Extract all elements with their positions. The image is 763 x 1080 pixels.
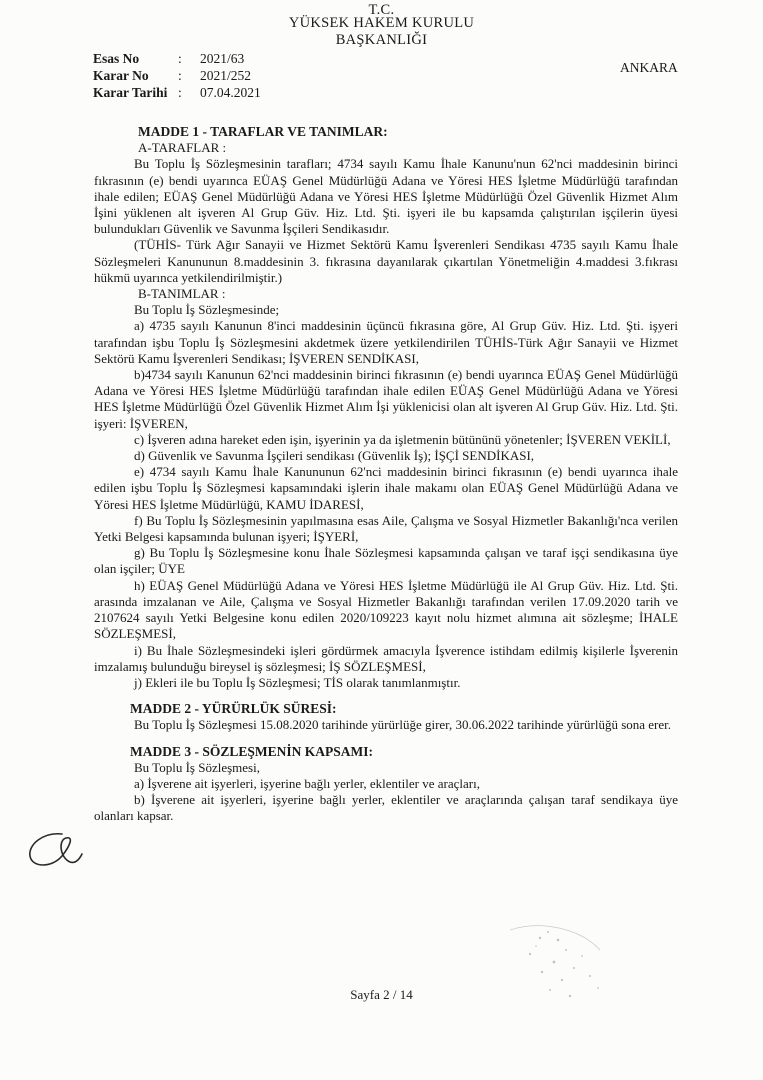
- definition-item: a) 4735 sayılı Kanunun 8'inci maddesinin üçüncü fıkrasına göre, Al Grup Güv. Hiz. Ltd. Şti. işyeri tarafından işbu Toplu İş Sözleşmesini akdetmek üzere yetkilendirilen TÜHİS-Türk Ağır Sanayii ve Hizmet Sektörü Kamu İşverenleri Sendikası; İŞVEREN SENDİKASI,: [94, 318, 678, 366]
- case-info-label: Esas No: [93, 51, 140, 66]
- definition-item: f) Bu Toplu İş Sözleşmesinin yapılmasına esas Aile, Çalışma ve Sosyal Hizmetler Bakanlığı'nca verilen Yetki Belgesi kapsamında bulunan işyeri; İŞYERİ,: [94, 512, 678, 545]
- case-info-colon: :: [178, 85, 182, 100]
- definition-item: j) Ekleri ile bu Toplu İş Sözleşmesi; TİS olarak tanımlanmıştır.: [134, 674, 461, 690]
- article-3-heading: MADDE 3 - SÖZLEŞMENİN KAPSAMI:: [130, 743, 374, 759]
- scope-intro: Bu Toplu İş Sözleşmesi,: [134, 759, 260, 775]
- definition-item: i) Bu İhale Sözleşmesindeki işleri gördürmek amacıyla İşverence istihdam edilmiş kişilerle İşverenin imzalamış bulunduğu bireysel iş sözleşmesi; İŞ SÖZLEŞMESİ,: [94, 642, 678, 674]
- case-info-value: 2021/252: [200, 68, 252, 83]
- parties-heading: A-TARAFLAR :: [138, 140, 227, 156]
- case-info-label: Karar Tarihi: [93, 85, 168, 100]
- validity-paragraph: Bu Toplu İş Sözleşmesi 15.08.2020 tarihinde yürürlüğe girer, 30.06.2022 tarihinde yürürlüğü sona erer.: [134, 717, 672, 733]
- spacer: [94, 691, 678, 701]
- definitions-heading: B-TANIMLAR :: [138, 286, 226, 302]
- case-info-colon: :: [178, 51, 182, 66]
- definitions-intro: Bu Toplu İş Sözleşmesinde;: [134, 302, 280, 318]
- case-info-row: [93, 84, 261, 101]
- parties-paragraph: Bu Toplu İş Sözleşmesinin tarafları; 4734 sayılı Kamu İhale Kanunu'nun 62'nci maddesinin birinci fıkrasının (e) bendi uyarınca EÜAŞ Genel Müdürlüğü Adana ve Yöresi HES İşletme Müdürlüğü tarafından ihale edilen; EÜAŞ Genel Müdürlüğü Adana ve Yöresi HES İşletme Müdürlüğü Özel Güvenlik Hizmet Alım İşini yüklenen alt işveren Al Grup Güv. Hiz. Ltd. Şti. işyeri ile bu kapsamda çalıştırılan işçilerin üyesi bulundukları Güvenlik ve Savunma İşçileri Sendikasıdır.: [94, 156, 678, 237]
- case-info-value: 2021/63: [200, 51, 245, 66]
- handwritten-initial-mark: [22, 828, 84, 874]
- definition-item: g) Bu Toplu İş Sözleşmesine konu İhale Sözleşmesi kapsamında çalışan ve taraf işçi sendikasına üye olan işçiler; ÜYE: [94, 545, 678, 577]
- header-title: YÜKSEK HAKEM KURULU: [288, 15, 475, 31]
- case-info-row: [93, 50, 261, 67]
- page-number: Sayfa 2 / 14: [350, 987, 413, 1002]
- definition-item: h) EÜAŞ Genel Müdürlüğü Adana ve Yöresi HES İşletme Müdürlüğü ile Al Grup Güv. Hiz. Ltd. Şti. arasında imzalanan ve Aile, Çalışma ve Sosyal Hizmetler Bakanlığı tarafından verilen 17.09.2020 tarih ve 2107624 sayılı Yetki Belgesine konu edilen 2020/109223 kayıt nolu hizmet alımına ait sözleşme; İHALE SÖZLEŞMESİ,: [94, 577, 678, 642]
- case-info-value: 07.04.2021: [200, 85, 261, 100]
- definition-item: d) Güvenlik ve Savunma İşçileri sendikası (Güvenlik İş); İŞÇİ SENDİKASI,: [134, 448, 535, 464]
- case-info-label: Karar No: [93, 68, 149, 83]
- article-1-heading: MADDE 1 - TARAFLAR VE TANIMLAR:: [138, 124, 388, 139]
- definition-item: e) 4734 sayılı Kamu İhale Kanununun 62'nci maddesinin birinci fıkrasının (e) bendi uyarınca ihale edilen işbu Toplu İş Sözleşmesi kapsamındaki işlerin ihale makamı olan EÜAŞ Genel Müdürlüğü Adana ve Yöresi HES İşletme Müdürlüğü, KAMU İDARESİ,: [94, 464, 678, 512]
- definition-item: b)4734 sayılı Kanunun 62'nci maddesinin birinci fıkrasının (e) bendi uyarınca EÜAŞ Genel Müdürlüğü Adana ve Yöresi HES İşletme Müdürlüğü tarafından ihale edilen EÜAŞ Genel Müdürlüğü Adana ve Yöresi HES İşletme Müdürlüğü Özel Güvenlik Hizmet Alım İşi yüklenicisi olan alt işveren Al Grup Güv. Hiz. Ltd. Şti. işyeri: İŞVEREN,: [94, 367, 678, 431]
- spacer: [94, 734, 678, 744]
- faded-stamp-mark: [470, 910, 630, 1020]
- case-info: [93, 50, 261, 101]
- article-2-heading: MADDE 2 - YÜRÜRLÜK SÜRESİ:: [130, 701, 337, 717]
- city-label: ANKARA: [620, 60, 678, 75]
- document-body: [94, 124, 678, 825]
- case-info-row: [93, 67, 261, 84]
- definition-item: c) İşveren adına hareket eden işin, işyerinin ya da işletmenin bütününü yönetenler; İŞVEREN VEKİLİ,: [134, 431, 671, 447]
- header-tc: T.C.: [368, 2, 395, 14]
- header-subtitle: BAŞKANLIĞI: [335, 32, 428, 48]
- authorization-paragraph: (TÜHİS- Türk Ağır Sanayii ve Hizmet Sektörü Kamu İşverenleri Sendikası 4735 sayılı Kamu İhale Sözleşmeleri Kanununun 8.maddesinin 3. fıkrasına dayanılarak çıkartılan Yönetmeliğin 4.maddesi 3.fıkrası hükmü uyarınca yetkilendirilmiştir.): [94, 237, 678, 285]
- case-info-colon: :: [178, 68, 182, 83]
- scope-item: a) İşverene ait işyerleri, işyerine bağlı yerler, eklentiler ve araçları,: [134, 775, 480, 791]
- scope-item: b) İşverene ait işyerleri, işyerine bağlı yerler, eklentiler ve araçlarında çalışan taraf sendikaya üye olanları kapsar.: [94, 792, 678, 824]
